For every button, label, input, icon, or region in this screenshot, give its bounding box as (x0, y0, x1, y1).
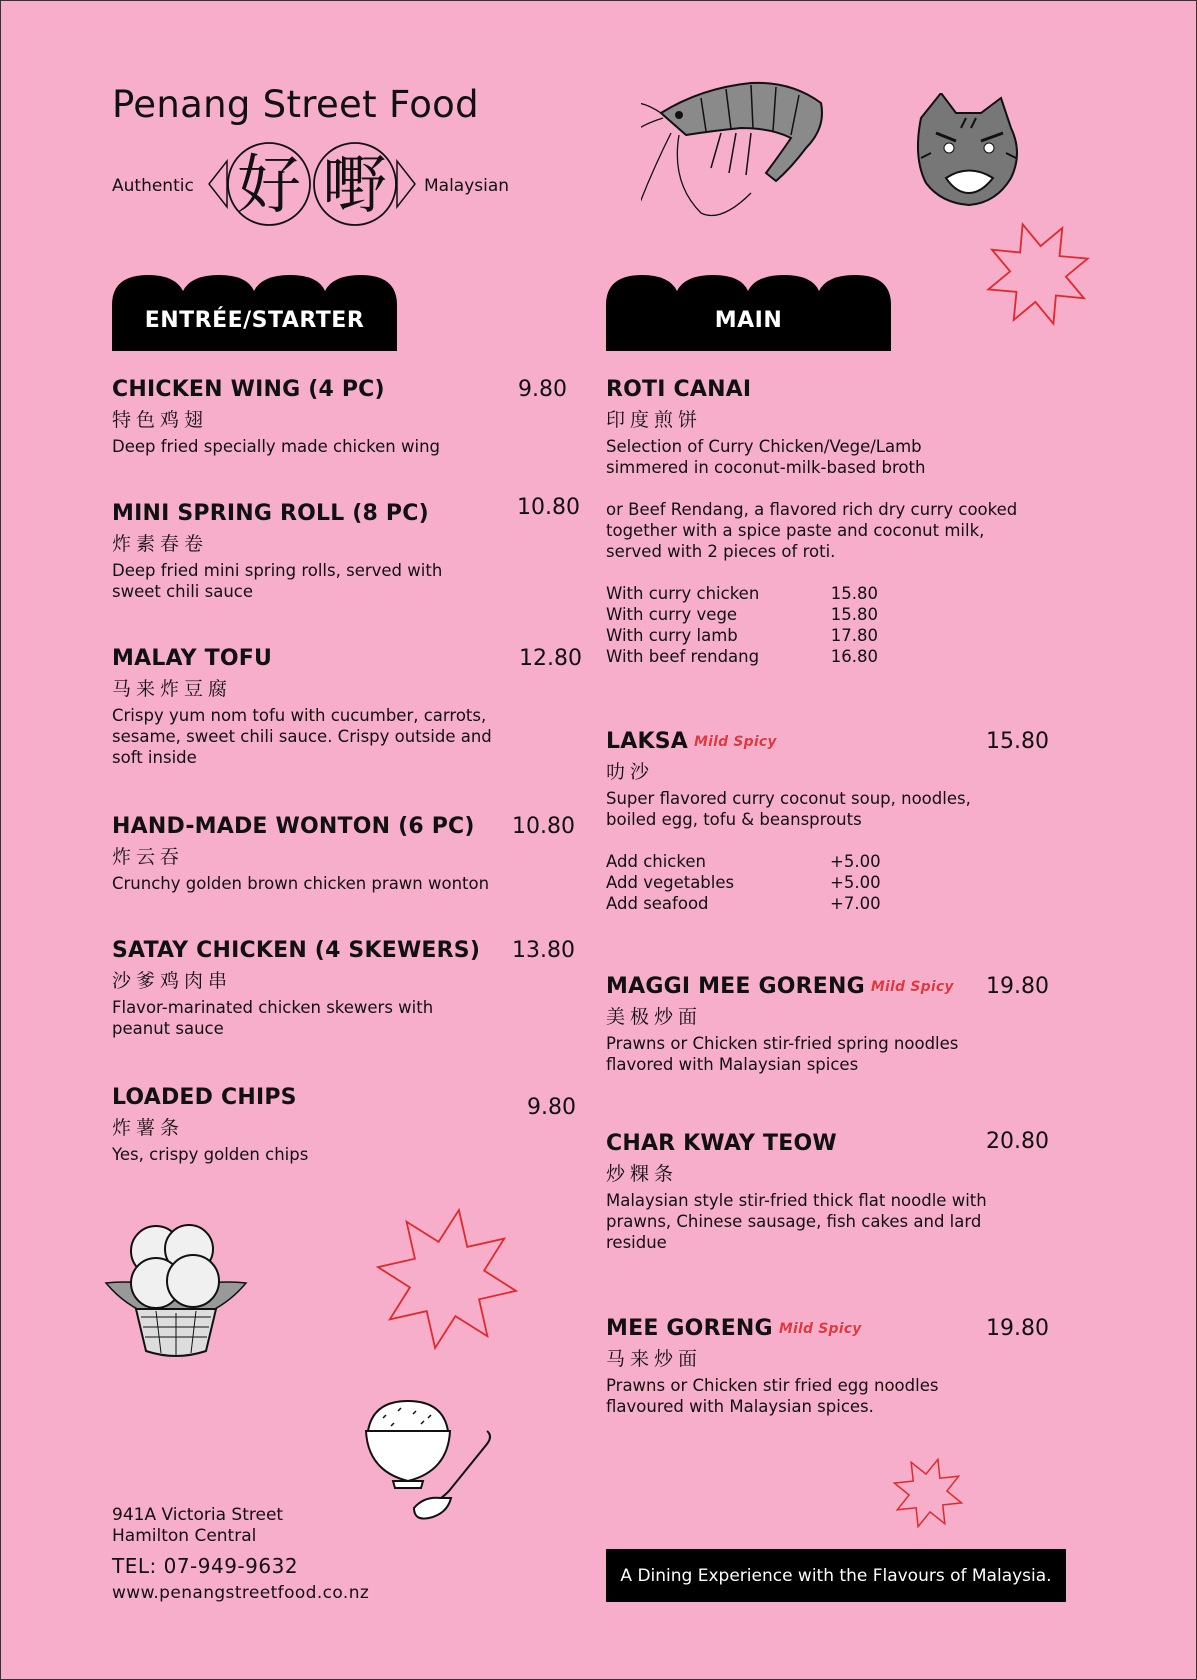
address (112, 1505, 283, 1547)
item-price: 10.80 (512, 814, 575, 839)
item-chinese-name: 马来炒面 (606, 1348, 703, 1370)
tab-starter (112, 275, 397, 351)
spicy-badge: Mild Spicy (778, 1321, 862, 1337)
price-option (606, 646, 1036, 667)
item-name: MALAY TOFU (112, 646, 273, 671)
item-chinese-name: 炸素春卷 (112, 533, 209, 555)
addon-price: +7.00 (830, 894, 881, 913)
chinese-logo-icon (207, 141, 417, 227)
phone-number[interactable]: TEL: 07-949-9632 (112, 1554, 299, 1578)
svg-text:嘢: 嘢 (323, 149, 387, 223)
slogan-banner: A Dining Experience with the Flavours of Malaysia. (606, 1549, 1066, 1602)
item-price: 20.80 (986, 1129, 1049, 1154)
address-line: Hamilton Central (112, 1526, 257, 1546)
option-price: 17.80 (830, 626, 878, 645)
item-chinese-name: 印度煎饼 (606, 409, 703, 431)
option-label: With curry vege (606, 605, 738, 624)
item-chinese-name: 炸薯条 (112, 1117, 185, 1139)
item-description: or Beef Rendang, a flavored rich dry curry cooked together with a spice paste and coconut milk, served with 2 pieces of roti. (606, 500, 1018, 561)
addon-price: +5.00 (830, 852, 881, 871)
item-chinese-name: 炒粿条 (606, 1163, 679, 1185)
addon-label: Add vegetables (606, 873, 735, 892)
price-option (606, 604, 1036, 625)
addon-price: +5.00 (830, 873, 881, 892)
website-link[interactable]: www.penangstreetfood.co.nz (112, 1583, 370, 1603)
option-price: 16.80 (830, 647, 878, 666)
item-price: 10.80 (517, 495, 580, 520)
item-name: LAKSA (606, 729, 688, 754)
item-name: MINI SPRING ROLL (8 PC) (112, 501, 429, 526)
prawn-icon (641, 73, 831, 223)
tab-main-label: MAIN (714, 308, 783, 333)
addon-option (606, 893, 1036, 914)
item-name: CHICKEN WING (4 PC) (112, 377, 385, 402)
item-description: Prawns or Chicken stir-fried spring noodles flavored with Malaysian spices (606, 1034, 959, 1074)
tagline-left: Authentic (112, 176, 194, 196)
option-price: 15.80 (830, 584, 878, 603)
addon-label: Add chicken (606, 852, 706, 871)
item-description: Flavor-marinated chicken skewers with peanut sauce (112, 998, 434, 1038)
addon-options (606, 851, 1036, 914)
tab-starter-label: ENTRÉE/STARTER (144, 308, 365, 333)
item-chinese-name: 马来炸豆腐 (112, 678, 233, 700)
spicy-badge: Mild Spicy (870, 979, 954, 995)
item-name: SATAY CHICKEN (4 SKEWERS) (112, 938, 481, 963)
svg-text:好: 好 (237, 149, 301, 223)
option-label: With beef rendang (606, 647, 760, 666)
tagline-right: Malaysian (424, 176, 510, 196)
menu-item-roti-canai (606, 377, 1036, 667)
item-name: MEE GORENG (606, 1316, 773, 1341)
addon-label: Add seafood (606, 894, 709, 913)
item-name: HAND-MADE WONTON (6 PC) (112, 814, 475, 839)
item-chinese-name: 美极炒面 (606, 1006, 703, 1028)
item-chinese-name: 叻沙 (606, 761, 655, 783)
item-price: 15.80 (986, 729, 1049, 754)
star-burst-icon (891, 1456, 966, 1531)
star-burst-icon (374, 1206, 520, 1352)
item-chinese-name: 特色鸡翅 (112, 409, 209, 431)
star-burst-icon (983, 219, 1093, 329)
bun-basket-icon (101, 1221, 251, 1361)
addon-option (606, 872, 1036, 893)
spicy-badge: Mild Spicy (693, 734, 777, 750)
item-price: 9.80 (518, 377, 567, 402)
item-price: 9.80 (527, 1095, 576, 1120)
item-description: Selection of Curry Chicken/Vege/Lamb simmered in coconut-milk-based broth (606, 437, 926, 477)
tab-main (606, 275, 891, 351)
item-chinese-name: 炸云吞 (112, 846, 185, 868)
item-name: ROTI CANAI (606, 377, 752, 402)
item-name: MAGGI MEE GORENG (606, 974, 865, 999)
item-price: 12.80 (519, 646, 582, 671)
price-options (606, 583, 1036, 667)
item-description: Super flavored curry coconut soup, noodles, boiled egg, tofu & beansprouts (606, 789, 971, 829)
item-description: Malaysian style stir-fried thick flat noodle with prawns, Chinese sausage, fish cakes and lard residue (606, 1191, 987, 1252)
price-option (606, 583, 1036, 604)
item-description: Yes, crispy golden chips (112, 1145, 309, 1164)
item-description: Crunchy golden brown chicken prawn wonton (112, 874, 490, 893)
item-price: 13.80 (512, 938, 575, 963)
price-option (606, 625, 1036, 646)
item-chinese-name: 沙爹鸡肉串 (112, 970, 233, 992)
item-description: Deep fried mini spring rolls, served with sweet chili sauce (112, 561, 443, 601)
tagline (112, 141, 512, 227)
item-price: 19.80 (986, 1316, 1049, 1341)
menu-item-laksa (606, 729, 1036, 914)
option-label: With curry lamb (606, 626, 738, 645)
address-line: 941A Victoria Street (112, 1505, 284, 1525)
item-name: CHAR KWAY TEOW (606, 1131, 837, 1156)
addon-option (606, 851, 1036, 872)
item-description: Crispy yum nom tofu with cucumber, carrots, sesame, sweet chili sauce. Crispy outside and soft inside (112, 706, 492, 767)
item-description: Prawns or Chicken stir fried egg noodles flavoured with Malaysian spices. (606, 1376, 939, 1416)
tiger-head-icon (911, 93, 1026, 208)
item-price: 19.80 (986, 974, 1049, 999)
option-label: With curry chicken (606, 584, 760, 603)
spoon-icon (409, 1426, 494, 1521)
restaurant-title: Penang Street Food (112, 83, 479, 126)
item-name: LOADED CHIPS (112, 1085, 297, 1110)
item-description: Deep fried specially made chicken wing (112, 437, 441, 456)
option-price: 15.80 (830, 605, 878, 624)
